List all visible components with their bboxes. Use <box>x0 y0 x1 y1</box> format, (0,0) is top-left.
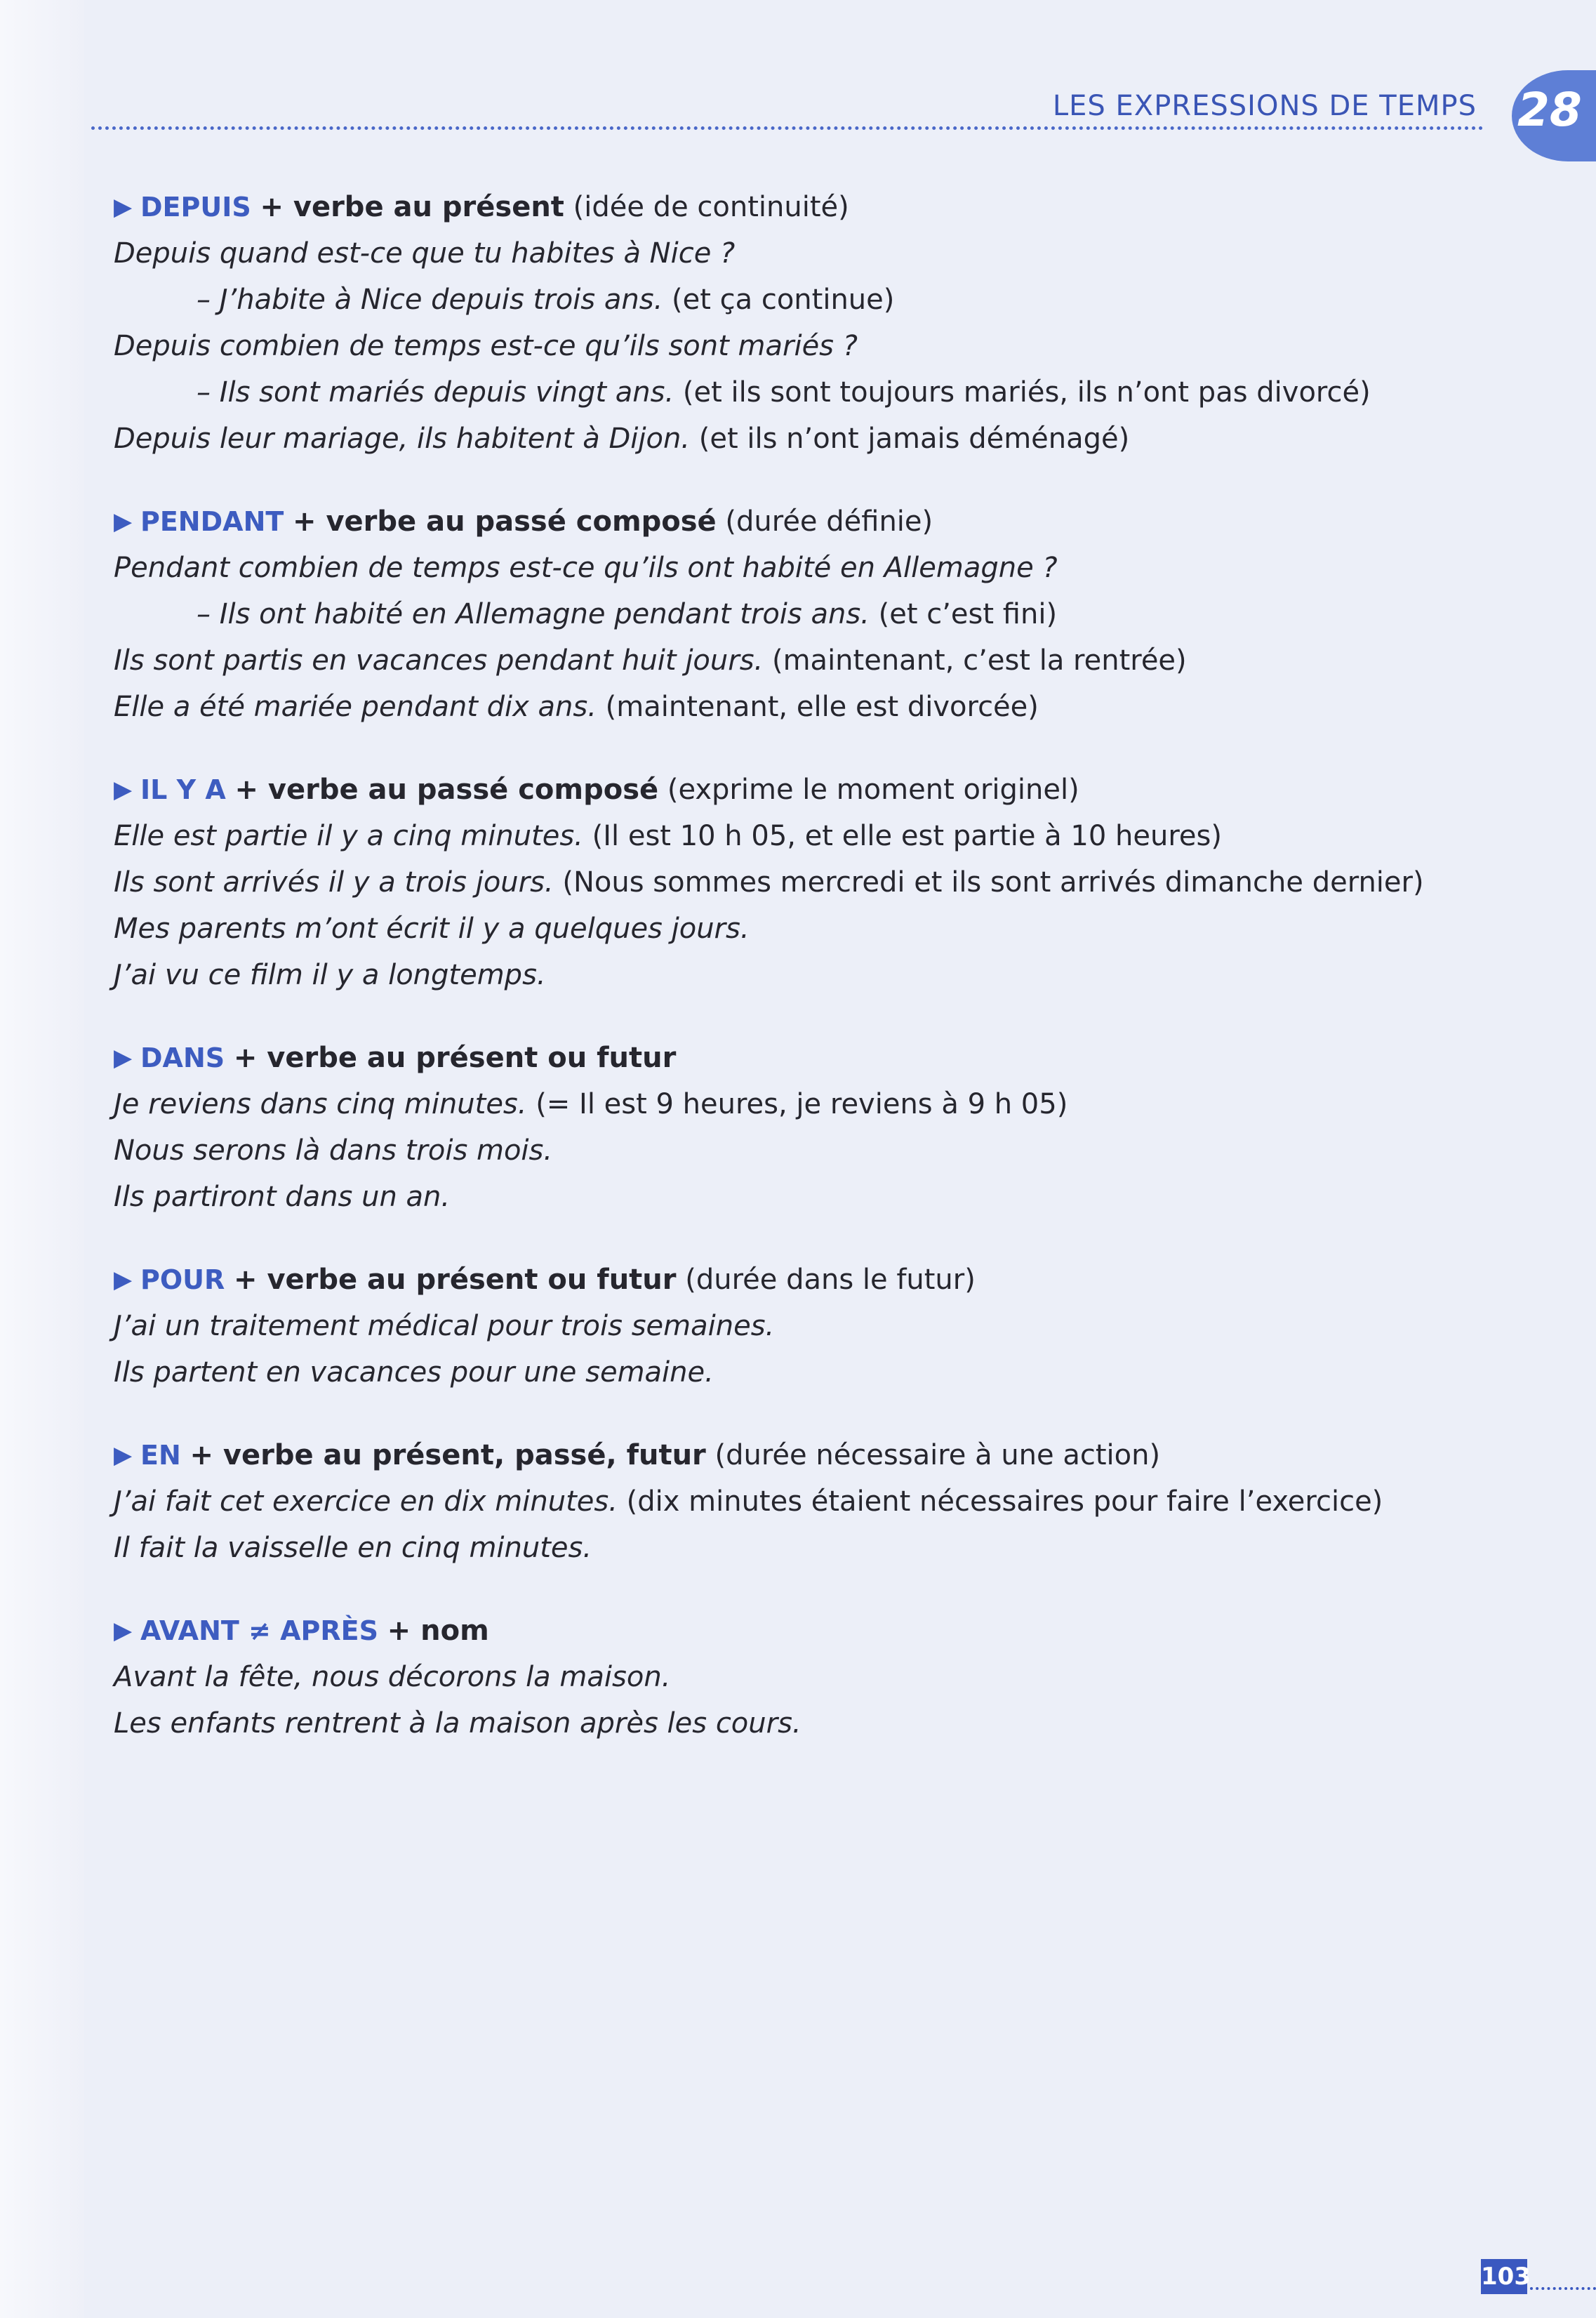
example-text: – Ils ont habité en Allemagne pendant trois ans. <box>197 598 870 630</box>
chapter-title: LES EXPRESSIONS DE TEMPS <box>1052 90 1477 122</box>
example-text: Depuis leur mariage, ils habitent à Dijon. <box>114 423 691 455</box>
example-line <box>114 1174 1489 1220</box>
example-text: Mes parents m’ont écrit il y a quelques jours. <box>114 913 750 945</box>
rule-bold: + verbe au présent, passé, futur <box>189 1439 706 1471</box>
rule-plain: (durée nécessaire à une action) <box>714 1439 1161 1471</box>
rule-plain: (durée définie) <box>725 505 933 538</box>
keyword: EN <box>140 1440 181 1471</box>
arrow-marker-icon: ▶ <box>114 1441 133 1469</box>
example-line <box>114 416 1489 462</box>
rule-plain: (idée de continuité) <box>573 191 849 223</box>
example-line <box>114 277 1489 323</box>
arrow-marker-icon: ▶ <box>114 1266 133 1294</box>
section-depuis <box>114 184 1489 462</box>
example-line <box>114 1525 1489 1571</box>
rule-heading <box>114 1432 1489 1478</box>
rule-plain: (exprime le moment originel) <box>667 774 1079 806</box>
keyword: DANS <box>140 1042 225 1073</box>
example-text: Ils partiront dans un an. <box>114 1181 451 1213</box>
section-il-y-a <box>114 767 1489 998</box>
example-note: (dix minutes étaient nécessaires pour faire l’exercice) <box>626 1485 1383 1518</box>
example-line <box>114 1127 1489 1174</box>
example-text: Les enfants rentrent à la maison après les cours. <box>114 1707 802 1740</box>
keyword: IL Y A <box>140 774 226 805</box>
example-note: (et ça continue) <box>672 284 895 316</box>
example-line <box>114 1081 1489 1127</box>
example-text: Elle est partie il y a cinq minutes. <box>114 820 583 852</box>
rule-heading <box>114 1608 1489 1654</box>
example-text: J’ai fait cet exercice en dix minutes. <box>114 1485 618 1518</box>
arrow-marker-icon: ▶ <box>114 508 133 536</box>
rule-plain: (durée dans le futur) <box>685 1264 976 1296</box>
example-line <box>114 1700 1489 1747</box>
example-text: J’ai un traitement médical pour trois semaines. <box>114 1310 775 1342</box>
section-dans <box>114 1035 1489 1220</box>
example-line <box>114 813 1489 859</box>
chapter-badge <box>1491 70 1596 161</box>
example-text: Depuis combien de temps est-ce qu’ils sont mariés ? <box>114 330 858 362</box>
arrow-marker-icon: ▶ <box>114 193 133 221</box>
keyword: PENDANT <box>140 506 284 537</box>
rule-bold: + verbe au passé composé <box>293 505 717 538</box>
example-text: Ils partent en vacances pour une semaine. <box>114 1356 714 1389</box>
rule-heading <box>114 498 1489 545</box>
chapter-number: 28 <box>1517 83 1582 137</box>
example-text: Depuis quand est-ce que tu habites à Nice ? <box>114 237 736 270</box>
page-left-margin <box>0 0 84 2318</box>
keyword: AVANT ≠ APRÈS <box>140 1615 378 1646</box>
rule-heading <box>114 767 1489 813</box>
example-text: – Ils sont mariés depuis vingt ans. <box>197 376 674 409</box>
example-note: (Il est 10 h 05, et elle est partie à 10 heures) <box>592 820 1222 852</box>
example-note: (et ils n’ont jamais déménagé) <box>698 423 1130 455</box>
example-line <box>114 1478 1489 1525</box>
example-note: (maintenant, c’est la rentrée) <box>771 644 1187 677</box>
section-avant-apres <box>114 1608 1489 1747</box>
page-header <box>91 84 1596 168</box>
example-line <box>114 1303 1489 1349</box>
arrow-marker-icon: ▶ <box>114 1044 133 1072</box>
example-line <box>114 369 1489 416</box>
page-number: 103 <box>1481 2259 1527 2294</box>
arrow-marker-icon: ▶ <box>114 776 133 804</box>
example-text: Nous serons là dans trois mois. <box>114 1134 553 1167</box>
example-line <box>114 684 1489 730</box>
example-text: J’ai vu ce film il y a longtemps. <box>114 959 546 991</box>
footer-dotted-rule <box>1530 2287 1596 2290</box>
section-pendant <box>114 498 1489 730</box>
section-en <box>114 1432 1489 1571</box>
header-dotted-rule <box>91 126 1484 130</box>
keyword: POUR <box>140 1264 225 1295</box>
rule-bold: + verbe au passé composé <box>234 774 659 806</box>
example-text: Ils sont arrivés il y a trois jours. <box>114 866 554 899</box>
example-text: Il fait la vaisselle en cinq minutes. <box>114 1532 592 1564</box>
example-line <box>114 545 1489 591</box>
rule-bold: + verbe au présent ou futur <box>234 1264 677 1296</box>
example-note: (= Il est 9 heures, je reviens à 9 h 05) <box>536 1088 1068 1120</box>
example-text: Pendant combien de temps est-ce qu’ils ont habité en Allemagne ? <box>114 552 1058 584</box>
section-pour <box>114 1257 1489 1396</box>
grammar-content <box>114 184 1489 1783</box>
example-line <box>114 1349 1489 1396</box>
example-note: (et ils sont toujours mariés, ils n’ont pas divorcé) <box>682 376 1371 409</box>
rule-bold: + verbe au présent ou futur <box>233 1042 677 1074</box>
example-text: Elle a été mariée pendant dix ans. <box>114 691 597 723</box>
example-text: Ils sont partis en vacances pendant huit jours. <box>114 644 764 677</box>
example-text: Je reviens dans cinq minutes. <box>114 1088 527 1120</box>
example-line <box>114 323 1489 369</box>
example-line <box>114 637 1489 684</box>
example-line <box>114 906 1489 952</box>
example-line <box>114 952 1489 998</box>
example-text: Avant la fête, nous décorons la maison. <box>114 1661 671 1693</box>
arrow-marker-icon: ▶ <box>114 1617 133 1645</box>
rule-heading <box>114 1035 1489 1081</box>
rule-bold: + nom <box>387 1615 489 1647</box>
example-line <box>114 591 1489 637</box>
example-note: (Nous sommes mercredi et ils sont arrivés dimanche dernier) <box>562 866 1424 899</box>
keyword: DEPUIS <box>140 192 251 223</box>
rule-heading <box>114 1257 1489 1303</box>
example-text: – J’habite à Nice depuis trois ans. <box>197 284 663 316</box>
example-line <box>114 859 1489 906</box>
rule-bold: + verbe au présent <box>260 191 564 223</box>
rule-heading <box>114 184 1489 230</box>
example-line <box>114 230 1489 277</box>
example-note: (maintenant, elle est divorcée) <box>605 691 1039 723</box>
example-note: (et c’est fini) <box>878 598 1058 630</box>
example-line <box>114 1654 1489 1700</box>
